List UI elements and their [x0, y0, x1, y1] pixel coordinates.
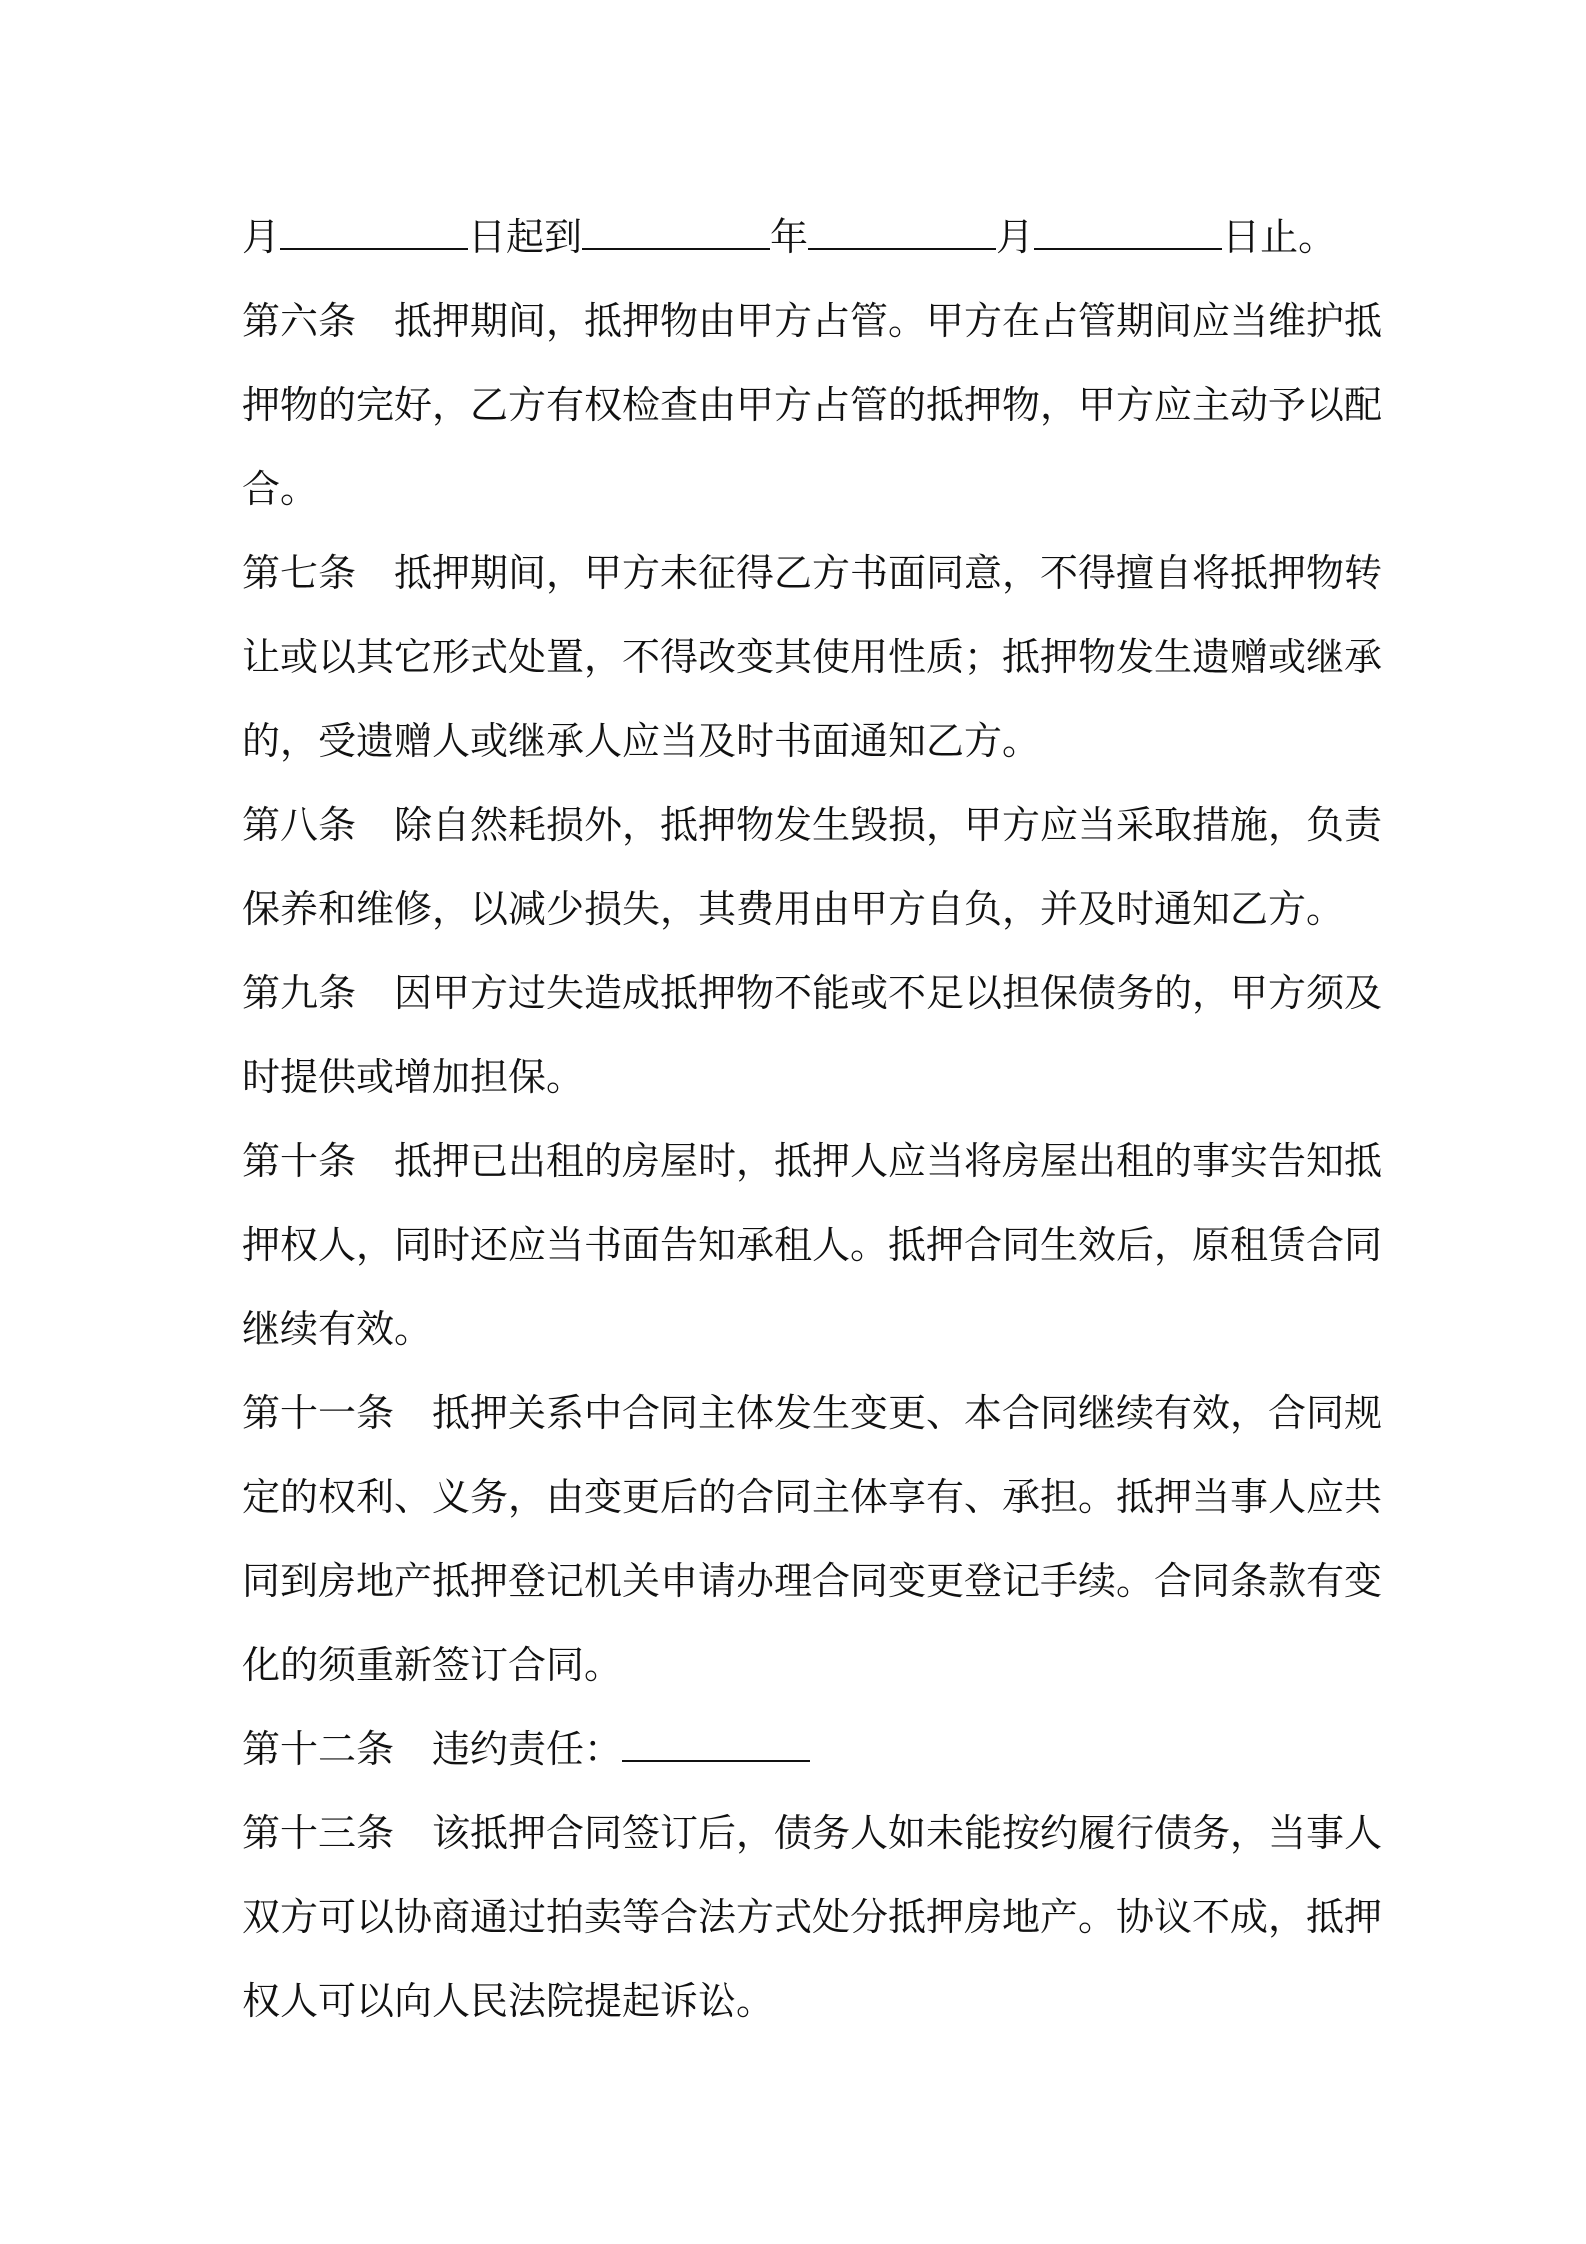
date-text-year: 年 [770, 215, 809, 259]
article-13-number: 第十三条 [242, 1811, 395, 1855]
date-text-month: 月 [242, 215, 281, 259]
article-13-line-2: 双方可以协商通过拍卖等合法方式处分抵押房地产。协议不成，抵押 [242, 1895, 1383, 1939]
article-11-line-1: 第十一条 抵押关系中合同主体发生变更、本合同继续有效，合同规 [242, 1391, 1383, 1435]
article-12-line [242, 1707, 1352, 1791]
article-10-line-3: 继续有效。 [242, 1307, 433, 1351]
article-13-line-3: 权人可以向人民法院提起诉讼。 [242, 1979, 775, 2023]
article-6-number: 第六条 [242, 299, 357, 343]
article-7-line-2: 让或以其它形式处置，不得改变其使用性质；抵押物发生遗赠或继承 [242, 635, 1383, 679]
date-text-from: 日起到 [468, 215, 583, 259]
article-11-line-3: 同到房地产抵押登记机关申请办理合同变更登记手续。合同条款有变 [242, 1559, 1383, 1603]
article-9-line-1: 第九条 因甲方过失造成抵押物不能或不足以担保债务的，甲方须及 [242, 971, 1383, 1015]
article-11-number: 第十一条 [242, 1391, 395, 1435]
breach-liability-blank [622, 1730, 810, 1762]
contract-page [242, 195, 1383, 2043]
article-7-line-3: 的，受遗赠人或继承人应当及时书面通知乙方。 [242, 719, 1041, 763]
article-6-line-1: 第六条 抵押期间，抵押物由甲方占管。甲方在占管期间应当维护抵 [242, 299, 1383, 343]
article-8-line-1: 第八条 除自然耗损外，抵押物发生毁损，甲方应当采取措施，负责 [242, 803, 1383, 847]
blank-end-month [808, 218, 996, 250]
article-7-number: 第七条 [242, 551, 357, 595]
breach-liability-label: 违约责任： [432, 1727, 623, 1771]
article-9-line-2: 时提供或增加担保。 [242, 1055, 585, 1099]
blank-month [280, 218, 468, 250]
article-12-number: 第十二条 [242, 1727, 395, 1771]
article-10-number: 第十条 [242, 1139, 357, 1183]
date-text-end-month: 月 [996, 215, 1035, 259]
article-7-line-1: 第七条 抵押期间，甲方未征得乙方书面同意，不得擅自将抵押物转 [242, 551, 1383, 595]
article-11-line-2: 定的权利、义务，由变更后的合同主体享有、承担。抵押当事人应共 [242, 1475, 1383, 1519]
article-6-line-2: 押物的完好，乙方有权检查由甲方占管的抵押物，甲方应主动予以配 [242, 383, 1383, 427]
article-6-line-3: 合。 [242, 467, 319, 511]
article-11-line-4: 化的须重新签订合同。 [242, 1643, 623, 1687]
date-text-until: 日止。 [1222, 215, 1337, 259]
blank-end-day [1034, 218, 1222, 250]
article-13-line-1: 第十三条 该抵押合同签订后，债务人如未能按约履行债务，当事人 [242, 1811, 1383, 1855]
article-10-line-2: 押权人，同时还应当书面告知承租人。抵押合同生效后，原租赁合同 [242, 1223, 1383, 1267]
date-range-line [242, 195, 1352, 279]
article-8-line-2: 保养和维修，以减少损失，其费用由甲方自负，并及时通知乙方。 [242, 887, 1345, 931]
article-9-number: 第九条 [242, 971, 357, 1015]
blank-year [582, 218, 770, 250]
article-8-number: 第八条 [242, 803, 357, 847]
article-10-line-1: 第十条 抵押已出租的房屋时，抵押人应当将房屋出租的事实告知抵 [242, 1139, 1383, 1183]
